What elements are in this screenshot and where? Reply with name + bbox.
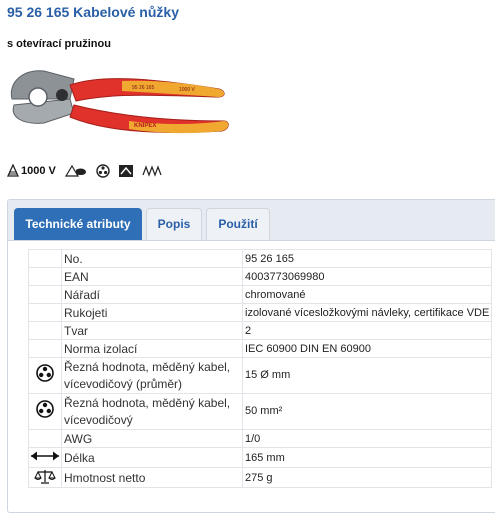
spec-value: 50 mm² xyxy=(243,394,492,430)
image-brand: KNIPEX xyxy=(134,123,157,129)
tab-usage[interactable]: Použití xyxy=(206,208,270,240)
spec-label: AWG xyxy=(62,430,243,448)
scale-icon xyxy=(34,468,56,484)
image-voltage: 1000 V xyxy=(179,87,195,93)
spec-value: 1/0 xyxy=(243,430,492,448)
table-row xyxy=(29,468,492,488)
spec-label: EAN xyxy=(62,268,243,286)
cable-cross-section-icon xyxy=(36,364,54,382)
image-code: 95 26 165 xyxy=(132,85,155,91)
insulated-1000v-icon xyxy=(7,164,56,178)
spec-label: Řezná hodnota, měděný kabel, vícevodičový xyxy=(62,394,243,430)
table-row xyxy=(29,304,492,322)
table-row xyxy=(29,286,492,304)
table-row xyxy=(29,340,492,358)
cutting-icon xyxy=(118,164,134,178)
badge-icon-row xyxy=(7,161,172,181)
spec-label: Norma izolací xyxy=(62,340,243,358)
product-subtitle: s otevírací pružinou xyxy=(7,38,111,50)
tab-bar xyxy=(8,200,495,241)
length-arrows-icon xyxy=(30,450,60,462)
spec-label: Tvar xyxy=(62,322,243,340)
spec-label: Hmotnost netto xyxy=(62,468,243,488)
spec-value: chromované xyxy=(243,286,492,304)
spec-value: 15 Ø mm xyxy=(243,358,492,394)
table-row xyxy=(29,358,492,394)
voltage-label: 1000 V xyxy=(21,165,56,177)
spec-value: 95 26 165 xyxy=(243,250,492,268)
spring-icon xyxy=(142,164,164,178)
spec-label: Nářadí xyxy=(62,286,243,304)
table-row xyxy=(29,448,492,468)
tab-technical-attributes[interactable]: Technické atributy xyxy=(14,208,142,240)
table-row xyxy=(29,430,492,448)
table-row xyxy=(29,322,492,340)
table-row xyxy=(29,394,492,430)
spec-value: 275 g xyxy=(243,468,492,488)
spec-label: Délka xyxy=(62,448,243,468)
product-title: 95 26 165 Kabelové nůžky xyxy=(7,4,179,20)
spec-label: No. xyxy=(62,250,243,268)
table-row xyxy=(29,250,492,268)
cable-cross-section-icon xyxy=(36,400,54,418)
spec-value: izolované vícesložkovými návleky, certifikace VDE xyxy=(243,304,492,322)
spec-value: 165 mm xyxy=(243,448,492,468)
specs-table xyxy=(28,249,492,488)
spec-label: Rukojeti xyxy=(62,304,243,322)
spec-value: 2 xyxy=(243,322,492,340)
product-details-panel xyxy=(7,199,495,513)
spec-value: 4003773069980 xyxy=(243,268,492,286)
spec-value: IEC 60900 DIN EN 60900 xyxy=(243,340,492,358)
product-image xyxy=(4,55,234,150)
spec-label: Řezná hodnota, měděný kabel, vícevodičový (průměr) xyxy=(62,358,243,394)
table-row xyxy=(29,268,492,286)
vde-certified-icon xyxy=(64,164,88,178)
tab-description[interactable]: Popis xyxy=(146,208,202,240)
stranded-cable-icon xyxy=(96,164,110,178)
